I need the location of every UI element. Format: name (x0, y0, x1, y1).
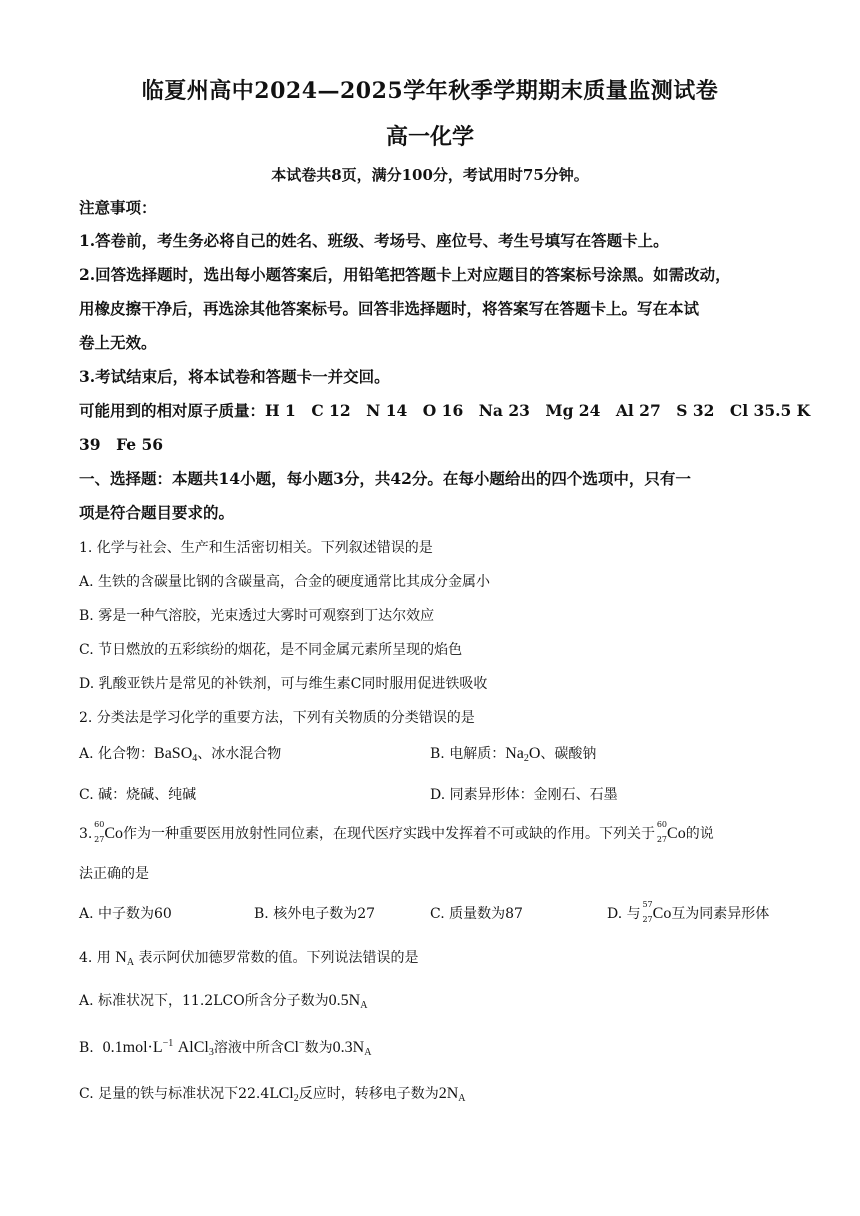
q4-option-a: A. 标准状况下，11.2LCO所含分子数为$0.5N_A$ (79, 992, 368, 1011)
note-item-3: 3.考试结束后，将本试卷和答题卡一并交回。 (79, 367, 390, 386)
note-item-2-line-2: 用橡皮擦干净后，再选涂其他答案标号。回答非选择题时，将答案写在答题卡上。写在本试 (79, 299, 700, 318)
section-1-heading-line-2: 项是符合题目要求的。 (79, 503, 235, 522)
q4-option-b: B. $0.1mol\cdot L^{-1}$ AlCl$_3$溶液中所含Cl−数为$0.3N_A$ (79, 1038, 372, 1058)
q4-b-concentration: $0.1mol\cdot L^{-1}$ (102, 1038, 174, 1056)
q4-stem: 4. 用 $N_A$ 表示阿伏加德罗常数的值。下列说法错误的是 (79, 949, 419, 968)
q4-c-value: $2N_A$ (438, 1085, 466, 1104)
q2-option-b (430, 743, 596, 764)
q3-option-b: B. 核外电子数为27 (254, 906, 376, 922)
q1-option-d: D. 乳酸亚铁片是常见的补铁剂，可与维生素C同时服用促进铁吸收 (79, 676, 488, 692)
cl2-formula: $Cl_2$ (278, 1085, 299, 1104)
chloride-ion: Cl− (283, 1038, 305, 1056)
q3-option-a: A. 中子数为60 (79, 906, 172, 922)
co57-isotope: 57 27 (642, 900, 653, 924)
q2-option-a-rest: 、冰水混合物 (197, 746, 282, 762)
q1-option-a: A. 生铁的含碳量比钢的含碳量高，合金的硬度通常比其成分金属小 (79, 574, 491, 590)
q1-option-b: B. 雾是一种气溶胶，光束透过大雾时可观察到丁达尔效应 (79, 608, 435, 624)
exam-title: 临夏州高中2024—2025学年秋季学期期末质量监测试卷 (141, 78, 719, 104)
q4-option-c: C. 足量的铁与标准状况下22.4LCl$_2$反应时，转移电子数为$2N_A$ (79, 1085, 466, 1104)
co60-isotope: 60 27 (94, 820, 105, 844)
q3-option-d: D. 与 57 27 Co互为同素异形体 (607, 900, 770, 924)
exam-meta: 本试卷共8页，满分100分，考试用时75分钟。 (271, 166, 589, 184)
atomic-mass-line-1: 可能用到的相对原子质量：H 1 C 12 N 14 O 16 Na 23 Mg 24 Al 27 S 32 Cl 35.5 K (79, 401, 811, 420)
subject-title: 高一化学 (385, 124, 474, 150)
na-symbol: $N_A$ (115, 949, 135, 968)
q1-option-c: C. 节日燃放的五彩缤纷的烟花，是不同金属元素所呈现的焰色 (79, 642, 463, 658)
q2-option-a-label: A. 化合物： (79, 746, 155, 762)
notes-heading: 注意事项： (79, 198, 157, 217)
q2-option-b-label: B. 电解质： (430, 746, 506, 762)
q2-option-d: D. 同素异形体：金刚石、石墨 (430, 787, 618, 803)
co60-isotope-ref: 60 27 (656, 820, 668, 844)
na2o-formula: $Na_2O$ (505, 745, 541, 764)
atomic-mass-line-2: 39 Fe 56 (79, 435, 164, 454)
note-item-1: 1.答卷前，考生务必将自己的姓名、班级、考场号、座位号、考生号填写在答题卡上。 (79, 231, 669, 250)
q2-option-a (79, 743, 281, 764)
q3-option-c: C. 质量数为87 (430, 906, 523, 922)
section-1-heading-line-1: 一、选择题：本题共14小题，每小题3分，共42分。在每小题给出的四个选项中，只有一 (79, 469, 691, 488)
baso4-formula: BaSO$_4$ (154, 745, 198, 764)
note-item-2-line-3: 卷上无效。 (79, 333, 157, 352)
q4-a-value: $0.5N_A$ (328, 992, 368, 1011)
q3-stem-line-1: 3. 60 27 Co作为一种重要医用放射性同位素，在现代医疗实践中发挥着不可或缺的作用。下列关于 60 27 Co的说 (79, 820, 714, 844)
alcl3-formula: AlCl$_3$ (177, 1039, 214, 1058)
q3-stem-line-2: 法正确的是 (79, 866, 149, 882)
q2-option-b-rest: 、碳酸钠 (540, 746, 597, 762)
q4-b-value: $0.3N_A$ (332, 1039, 372, 1058)
q2-option-c: C. 碱：烧碱、纯碱 (79, 787, 197, 803)
note-item-2-line-1: 2.回答选择题时，选出每小题答案后，用铅笔把答题卡上对应题目的答案标号涂黑。如需改动， (79, 265, 731, 284)
q1-stem: 1. 化学与社会、生产和生活密切相关。下列叙述错误的是 (79, 540, 433, 556)
q2-stem: 2. 分类法是学习化学的重要方法，下列有关物质的分类错误的是 (79, 710, 475, 726)
